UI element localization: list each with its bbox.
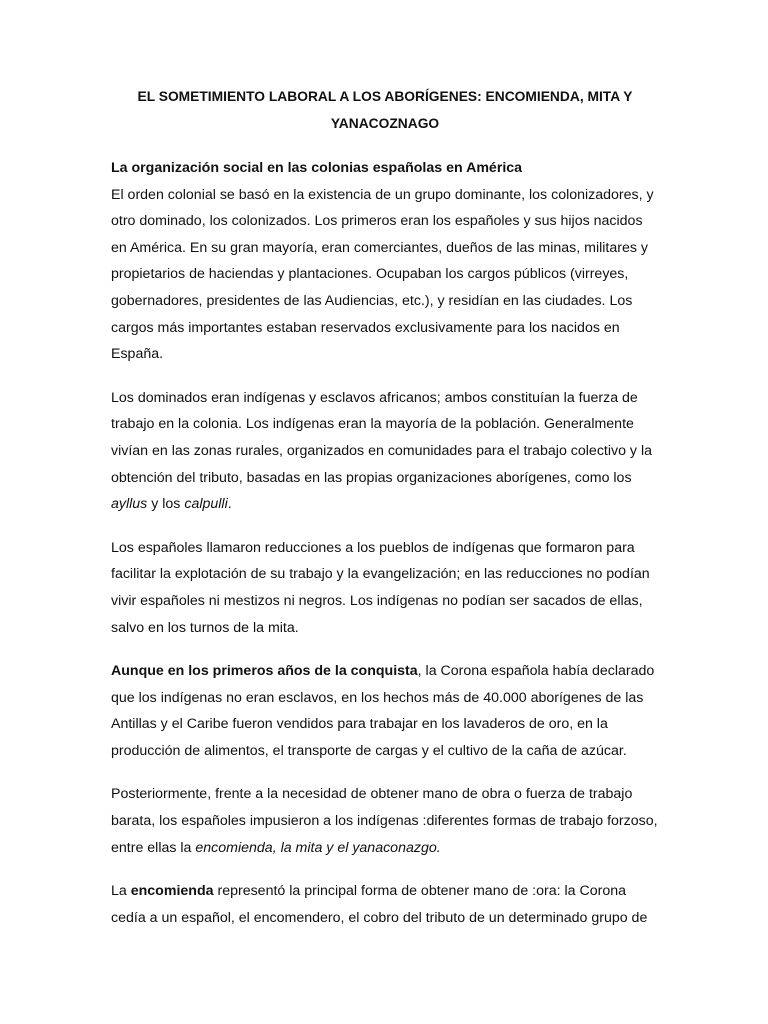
term-encomienda: encomienda <box>130 883 214 900</box>
paragraph-2-connector: y los <box>147 496 185 513</box>
section-heading: La organización social en las colonias españolas en América <box>111 160 523 176</box>
paragraph-5-italic-terms: encomienda, la mita y el yanaconazgo. <box>195 839 441 856</box>
term-calpulli: calpulli <box>184 496 228 513</box>
paragraph-6 <box>111 878 659 931</box>
paragraph-4 <box>111 658 659 764</box>
paragraph-2 <box>111 385 659 518</box>
paragraph-4-text: , la Corona española había declarado que los indígenas no eran esclavos, en los hechos más de 40.000 aborígenes de las Antillas y el Caribe fueron vendidos para trabajar en los lavaderos de oro, en la producción de alimentos, el transporte de cargas y el cultivo de la caña de azúcar. <box>111 663 655 759</box>
document-page <box>111 83 659 948</box>
document-title: EL SOMETIMIENTO LABORAL A LOS ABORÍGENES: ENCOMIENDA, MITA Y YANACOZNAGO <box>137 89 633 131</box>
paragraph-6-text: representó la principal forma de obtener mano de :ora: la Corona cedía a un español, el encomendero, el cobro del tributo de un determinado grupo de <box>111 883 648 926</box>
paragraph-3: Los españoles llamaron reducciones a los pueblos de indígenas que formaron para facilitar la explotación de su trabajo y la evangelización; en las reducciones no podían vivir españoles ni mestizos ni negros. Los indígenas no podían ser sacados de ellas, salvo en los turnos de la mita. <box>111 539 650 636</box>
paragraph-5-text: Posteriormente, frente a la necesidad de obtener mano de obra o fuerza de trabajo barata, los españoles impusieron a los indígenas :diferentes formas de trabajo forzoso, entre ellas la <box>111 786 658 856</box>
paragraph-5 <box>111 781 659 861</box>
paragraph-4-bold-lead: Aunque en los primeros años de la conquista <box>111 663 418 680</box>
term-ayllus: ayllus <box>111 496 148 513</box>
paragraph-6-lead: La <box>111 883 131 900</box>
paragraph-1: El orden colonial se basó en la existencia de un grupo dominante, los colonizadores, y otro dominado, los colonizados. Los primeros eran los españoles y sus hijos nacidos en América. En su gran mayoría, eran comerciantes, dueños de las minas, militares y propietarios de haciendas y plantaciones. Ocupaban los cargos públicos (virreyes, gobernadores, presidentes de las Audiencias, etc.), y residían en las ciudades. Los cargos más importantes estaban reservados exclusivamente para los nacidos en España. <box>111 186 654 363</box>
paragraph-2-end: . <box>227 496 232 513</box>
paragraph-2-text: Los dominados eran indígenas y esclavos africanos; ambos constituían la fuerza de trabajo en la colonia. Los indígenas eran la mayoría de la población. Generalmente vivían en las zonas rurales, organizados en comunidades para el trabajo colectivo y la obtención del tributo, basadas en las propias organizaciones aborígenes, como los <box>111 389 653 486</box>
